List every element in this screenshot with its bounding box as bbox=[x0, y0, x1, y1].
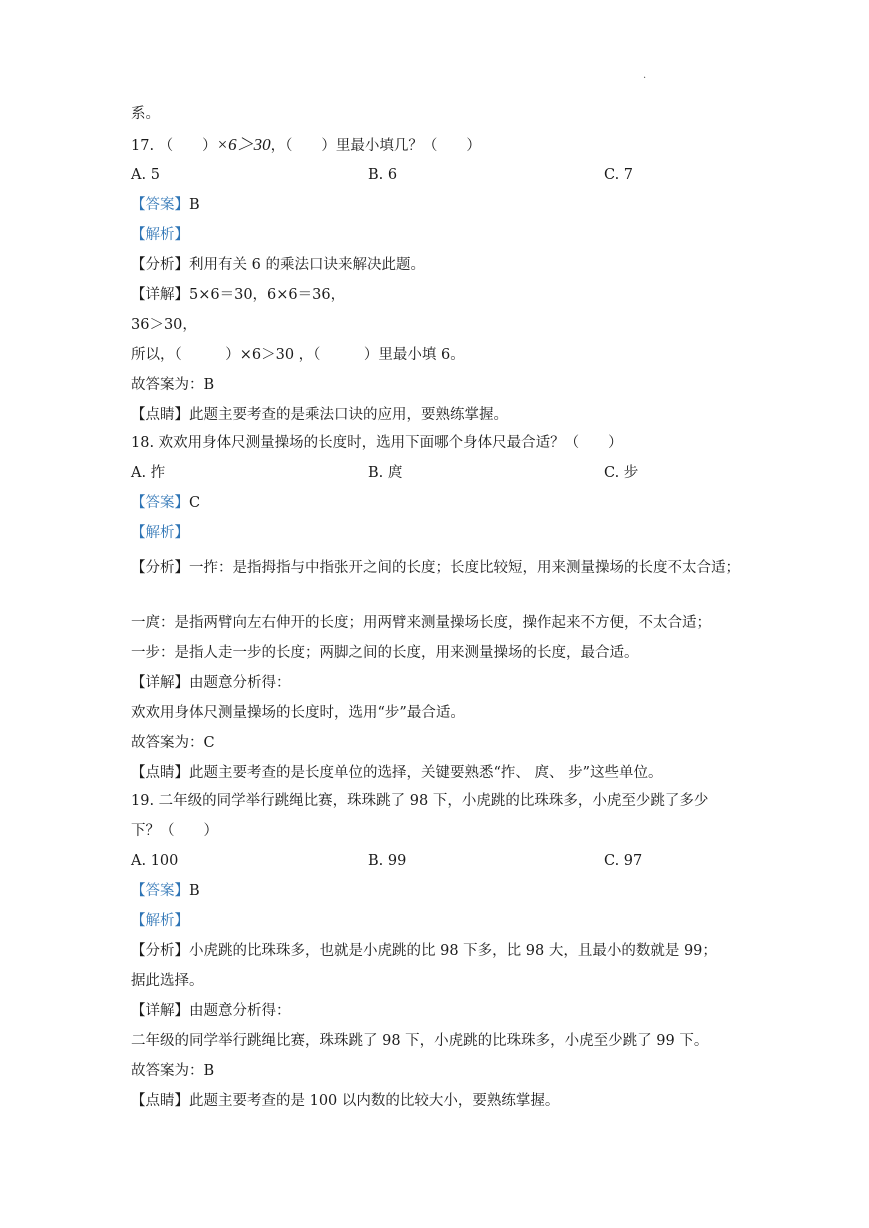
q17-line4: 故答案为：B bbox=[131, 377, 215, 393]
q17-analysis-label: 【解析】 bbox=[131, 227, 189, 243]
q17-answer-label: 【答案】 bbox=[131, 197, 189, 213]
q18-option-b: B. 庹 bbox=[368, 465, 403, 481]
q19-fenxi-text1: 小虎跳的比珠珠多，也就是小虎跳的比 98 下多，比 98 大，且最小的数就是 99； bbox=[189, 943, 717, 959]
q17-dianjing-label: 【点睛】 bbox=[131, 407, 189, 423]
q17-xiangjie-text: 5×6＝30，6×6＝36， bbox=[189, 287, 346, 303]
q19-answer-label: 【答案】 bbox=[131, 883, 189, 899]
q17-dianjing-text: 此题主要考查的是乘法口诀的应用，要熟练掌握。 bbox=[189, 407, 508, 423]
q19-line3: 故答案为：B bbox=[131, 1063, 215, 1079]
q19-option-b: B. 99 bbox=[368, 853, 407, 869]
q17-answer bbox=[131, 195, 200, 215]
q18-analysis-label: 【解析】 bbox=[131, 525, 189, 541]
q18-fenxi bbox=[131, 553, 741, 583]
q17-dianjing bbox=[131, 405, 508, 425]
q18-fenxi-label: 【分析】 bbox=[131, 560, 189, 576]
q19-answer bbox=[131, 881, 200, 901]
q18-option-c: C. 步 bbox=[604, 465, 639, 481]
q19-fenxi bbox=[131, 941, 717, 961]
q17-stem-prefix: 17. （ ） bbox=[131, 138, 217, 154]
q18-dianjing-text: 此题主要考查的是长度单位的选择，关键要熟悉“拃、 庹、 步”这些单位。 bbox=[189, 765, 663, 781]
q19-dianjing-label: 【点睛】 bbox=[131, 1093, 189, 1109]
q19-xiangjie-label: 【详解】 bbox=[131, 1003, 189, 1019]
q17-stem-suffix: ，（ ）里最小填几？（ ） bbox=[270, 138, 481, 154]
q18-xiangjie-label: 【详解】 bbox=[131, 675, 189, 691]
q18-line2: 欢欢用身体尺测量操场的长度时，选用“步”最合适。 bbox=[131, 705, 465, 721]
q18-answer-label: 【答案】 bbox=[131, 495, 189, 511]
q19-option-c: C. 97 bbox=[604, 853, 643, 869]
q19-analysis-label: 【解析】 bbox=[131, 913, 189, 929]
q18-option-a: A. 拃 bbox=[131, 465, 166, 481]
q19-fenxi-line2: 据此选择。 bbox=[131, 973, 204, 989]
q18-xiangjie bbox=[131, 673, 291, 693]
q19-stem-line2: 下？（ ） bbox=[131, 823, 218, 839]
q18-answer bbox=[131, 493, 200, 513]
q18-xiangjie-text: 由题意分析得： bbox=[189, 675, 291, 691]
previous-question-tail: 系。 bbox=[131, 106, 160, 122]
q18-fenxi-text: 一拃：是指拇指与中指张开之间的长度；长度比较短，用来测量操场的长度不太合适； bbox=[189, 560, 740, 576]
q18-dianjing-label: 【点睛】 bbox=[131, 765, 189, 781]
q17-line3: 所以，（ ）×6＞30 ，（ ）里最小填 6。 bbox=[131, 347, 465, 363]
q17-stem-math: ×6＞30 bbox=[216, 135, 271, 154]
q19-xiangjie-text: 由题意分析得： bbox=[189, 1003, 291, 1019]
q17-option-c: C. 7 bbox=[604, 167, 634, 183]
q19-stem-line1: 19. 二年级的同学举行跳绳比赛，珠珠跳了 98 下，小虎跳的比珠珠多，小虎至少跳了多少 bbox=[131, 793, 709, 809]
q17-fenxi bbox=[131, 255, 425, 275]
q19-dianjing bbox=[131, 1091, 559, 1111]
q19-dianjing-text: 此题主要考查的是 100 以内数的比较大小，要熟练掌握。 bbox=[189, 1093, 560, 1109]
q18-answer-value: C bbox=[189, 495, 201, 511]
q19-xiangjie bbox=[131, 1001, 291, 1021]
q18-line-bu: 一步：是指人走一步的长度；两脚之间的长度，用来测量操场的长度，最合适。 bbox=[131, 645, 639, 661]
q18-dianjing bbox=[131, 763, 663, 783]
q17-line2: 36＞30， bbox=[131, 317, 197, 333]
q17-option-a: A. 5 bbox=[131, 167, 160, 183]
q17-stem bbox=[131, 135, 481, 156]
q18-line3: 故答案为：C bbox=[131, 735, 215, 751]
q19-fenxi-label: 【分析】 bbox=[131, 943, 189, 959]
q17-xiangjie bbox=[131, 285, 345, 305]
q17-answer-value: B bbox=[189, 197, 200, 213]
header-dot: . bbox=[643, 70, 647, 81]
q18-stem: 18. 欢欢用身体尺测量操场的长度时，选用下面哪个身体尺最合适？（ ） bbox=[131, 435, 623, 451]
q17-xiangjie-label: 【详解】 bbox=[131, 287, 189, 303]
q19-answer-value: B bbox=[189, 883, 200, 899]
q17-fenxi-label: 【分析】 bbox=[131, 257, 189, 273]
q17-option-b: B. 6 bbox=[368, 167, 398, 183]
q17-fenxi-text: 利用有关 6 的乘法口诀来解决此题。 bbox=[189, 257, 425, 273]
q19-line2: 二年级的同学举行跳绳比赛，珠珠跳了 98 下，小虎跳的比珠珠多，小虎至少跳了 99 下。 bbox=[131, 1033, 709, 1049]
q18-line-tuo: 一庹：是指两臂向左右伸开的长度；用两臂来测量操场长度，操作起来不方便，不太合适； bbox=[131, 615, 711, 631]
q19-option-a: A. 100 bbox=[131, 853, 179, 869]
